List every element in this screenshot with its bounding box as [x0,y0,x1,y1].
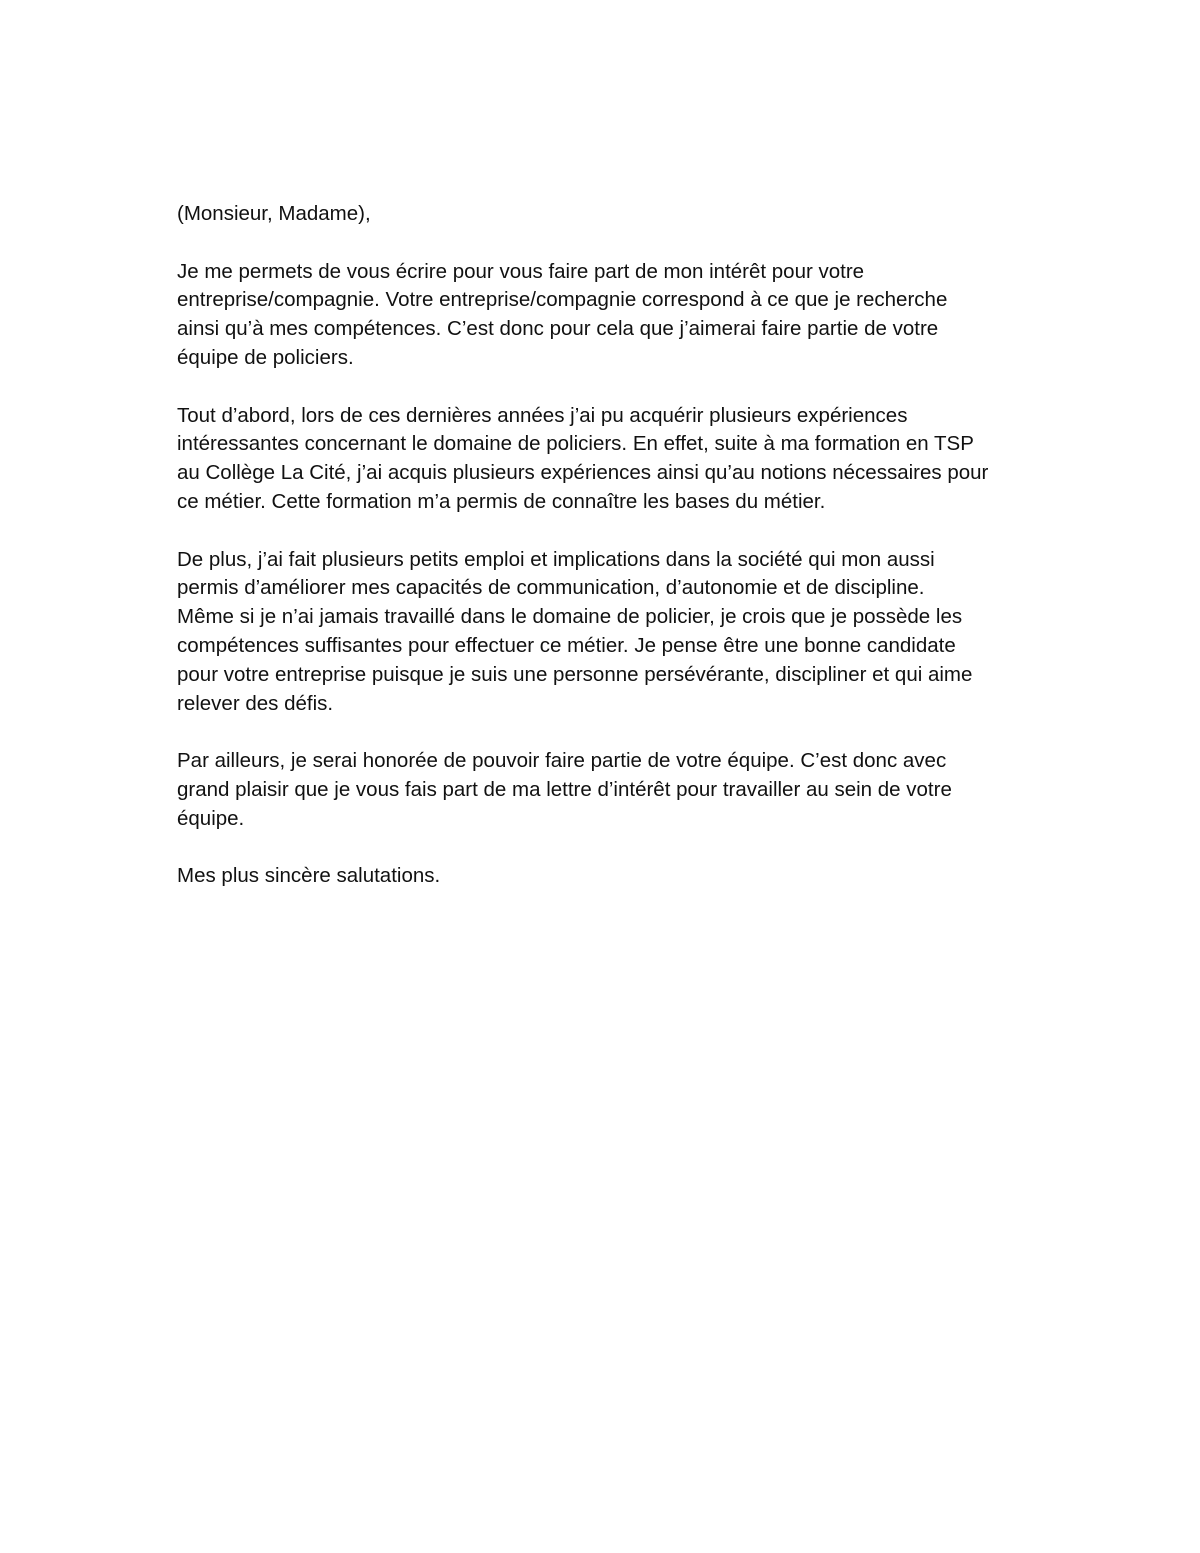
paragraph-line: Je me permets de vous écrire pour vous faire part de mon intérêt pour votre [177,259,865,283]
paragraph-line: De plus, j’ai fait plusieurs petits emploi et implications dans la société qui mon aussi [177,547,935,571]
paragraph-line: permis d’améliorer mes capacités de communication, d’autonomie et de discipline. [177,576,925,600]
paragraph-line: ce métier. Cette formation m’a permis de connaître les bases du métier. [177,489,826,513]
paragraph-line: Par ailleurs, je serai honorée de pouvoir faire partie de votre équipe. C’est donc avec [177,749,947,773]
salutation-text: (Monsieur, Madame), [177,202,371,225]
paragraph-line: au Collège La Cité, j’ai acquis plusieurs expériences ainsi qu’au notions nécessaires pour [177,461,989,485]
paragraph-line: ainsi qu’à mes compétences. C’est donc pour cela que j’aimerai faire partie de votre [177,317,939,341]
paragraph-intro [177,258,1037,373]
paragraph-skills [177,546,1037,719]
closing-text: Mes plus sincère salutations. [177,864,441,888]
salutation [177,200,1037,229]
paragraph-conclusion [177,747,1037,833]
paragraph-line: relever des défis. [177,691,334,715]
paragraph-line: équipe de policiers. [177,345,354,369]
paragraph-line: pour votre entreprise puisque je suis une personne persévérante, discipliner et qui aime [177,662,973,686]
paragraph-line: intéressantes concernant le domaine de policiers. En effet, suite à ma formation en TSP [177,432,974,456]
paragraph-line: compétences suffisantes pour effectuer ce métier. Je pense être une bonne candidate [177,633,956,657]
paragraph-line: équipe. [177,806,245,830]
closing [177,862,1037,891]
letter-body [177,200,1037,891]
paragraph-line: Même si je n’ai jamais travaillé dans le domaine de policier, je crois que je possède les [177,605,963,629]
paragraph-experience [177,402,1037,517]
paragraph-line: grand plaisir que je vous fais part de ma lettre d’intérêt pour travailler au sein de votre [177,777,952,801]
paragraph-line: entreprise/compagnie. Votre entreprise/compagnie correspond à ce que je recherche [177,288,948,312]
paragraph-line: Tout d’abord, lors de ces dernières années j’ai pu acquérir plusieurs expériences [177,403,908,427]
